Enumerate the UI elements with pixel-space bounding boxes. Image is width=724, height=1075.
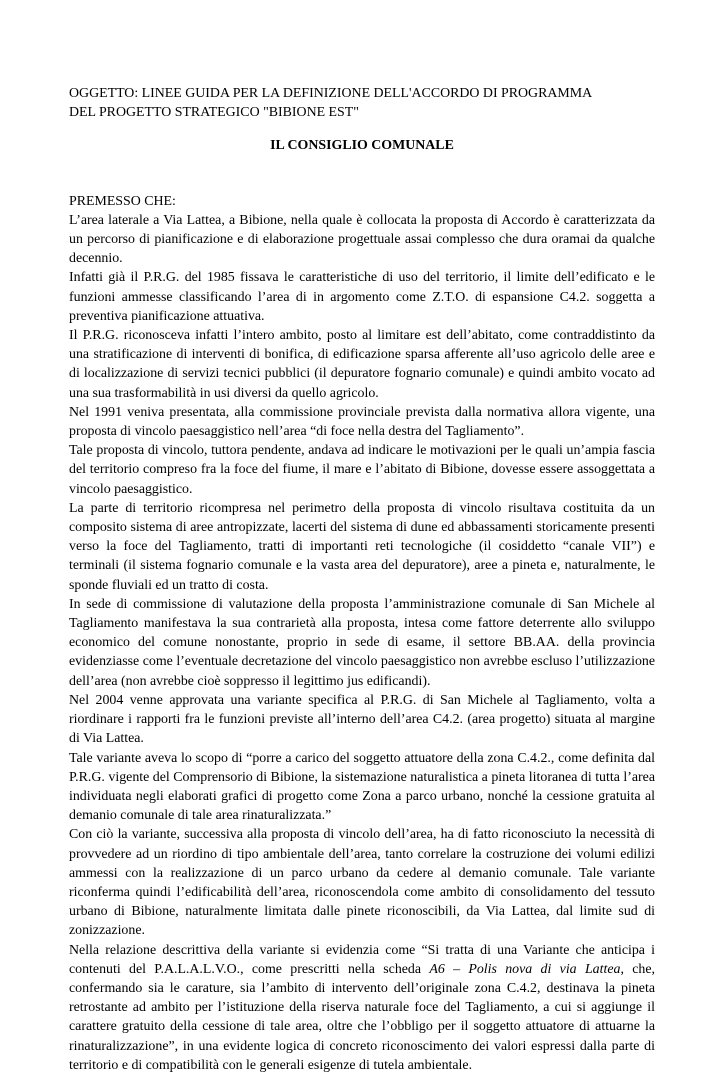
council-heading: IL CONSIGLIO COMUNALE: [270, 138, 454, 154]
premesso-label: PREMESSO CHE:: [69, 193, 176, 209]
paragraph-11-text-start: Nella relazione descrittiva della variante si evidenzia come “Si tratta di una Variante che anticipa i contenuti del P.A.L.A.L.V.O., come prescritti nella scheda: [69, 942, 655, 977]
paragraph-7: In sede di commissione di valutazione della proposta l’amministrazione comunale di San Michele al Tagliamento manifestava la sua contrarietà alla proposta, intesa come fattore deterrente allo sviluppo economico del comune nonostante, proprio in sede di esame, il settore BB.AA. della provincia evidenziasse come l’eventuale decretazione del vincolo paesaggistico non avrebbe escluso l’utilizzazione dell’area (non avrebbe cioè soppresso il legittimo jus edificandi).: [69, 596, 655, 689]
paragraph-1: L’area laterale a Via Lattea, a Bibione, nella quale è collocata la proposta di Accordo è caratterizzata da un percorso di pianificazione e di elaborazione progettuale assai complesso che dura oramai da qualche decennio.: [69, 212, 655, 267]
paragraph-11-italic-reference: A6 – Polis nova di via Lattea: [429, 961, 621, 977]
paragraph-9: Tale variante aveva lo scopo di “porre a carico del soggetto attuatore della zona C.4.2., come definita dal P.R.G. vigente del Comprensorio di Bibione, la sistemazione naturalistica a pineta litoranea di tutta l’area individuata negli elaborati grafici di progetto come Zona a parco urbano, nonché la cessione gratuita al demanio comunale di tale area rinaturalizzata.”: [69, 750, 655, 824]
subject-line-1: OGGETTO: LINEE GUIDA PER LA DEFINIZIONE DELL'ACCORDO DI PROGRAMMA: [69, 86, 593, 101]
paragraph-4: Nel 1991 veniva presentata, alla commissione provinciale prevista dalla normativa allora vigente, una proposta di vincolo paesaggistico nell’area “di foce nella destra del Tagliamento”.: [69, 404, 655, 440]
paragraph-10: Con ciò la variante, successiva alla proposta di vincolo dell’area, ha di fatto riconosciuto la necessità di provvedere ad un riordino di tipo ambientale dell’area, tanto correlare la costruzione dei volumi edilizi ammessi con la realizzazione di un parco urbano da cedere al demanio comunale. Tale variante riconferma quindi l’edificabilità dell’area, riconoscendola come ambito di consolidamento del tessuto urbano di Bibione, naturalmente limitata dalle pinete riconoscibili, da Via Lattea, dal limite sud di zonizzazione.: [69, 827, 655, 939]
paragraph-11-text-end: , che, confermando sia le carature, sia l’ambito di intervento dell’originale zona C.4.2, destinava la pineta retrostante ad ambito per l’istituzione della riserva naturale foce del Tagliamento, a cui si aggiunge il carattere gratuito della cessione di tale area, oltre che l’obbligo per il soggetto attuatore di attuarne la rinaturalizzazione”, in una evidente logica di concreto riconoscimento dei valori espressi dalla parte di territorio e di compatibilità con le generali esigenze di tutela ambientale.: [69, 961, 655, 1073]
subject-block: [69, 84, 655, 122]
paragraph-5: Tale proposta di vincolo, tuttora pendente, andava ad indicare le motivazioni per le quali un’ampia fascia del territorio compreso fra la foce del fiume, il mare e l’abitato di Bibione, dovesse essere assoggettata a vincolo paesaggistico.: [69, 443, 655, 497]
document-page: [69, 84, 655, 1075]
subject-line-2: DEL PROGETTO STRATEGICO "BIBIONE EST": [69, 105, 359, 121]
paragraph-6: La parte di territorio ricompresa nel perimetro della proposta di vincolo risultava costituita da un composito sistema di aree antropizzate, lacerti del sistema di dune ed abbassamenti storicamente presenti verso la foce del Tagliamento, tratti di importanti reti tecnologiche (il cosiddetto “canale VII”) e terminali (il sistema fognario comunale e la vasta area del depuratore), aree a pineta e, naturalmente, le sponde fluviali ed un tratto di costa.: [69, 500, 655, 593]
paragraph-2: Infatti già il P.R.G. del 1985 fissava le caratteristiche di uso del territorio, il limite dell’edificato e le funzioni ammesse classificando l’area di in argomento come Z.T.O. di espansione C4.2. soggetta a preventiva pianificazione attuativa.: [69, 270, 655, 324]
paragraph-3: Il P.R.G. riconosceva infatti l’intero ambito, posto al limitare est dell’abitato, come contraddistinto da una stratificazione di interventi di bonifica, di edificazione sparsa afferente all’uso agricolo delle aree e di localizzazione di servizi tecnici pubblici (il depuratore fognario comunale) e quindi ambito vocato ad una sua trasformabilità in usi diversi da quello agricolo.: [69, 328, 655, 401]
paragraph-8: Nel 2004 venne approvata una variante specifica al P.R.G. di San Michele al Tagliamento, volta a riordinare i rapporti fra le funzioni previste all’interno dell’area C4.2. (area progetto) situata al margine di Via Lattea.: [69, 692, 655, 747]
paragraph-11: [69, 941, 655, 1075]
